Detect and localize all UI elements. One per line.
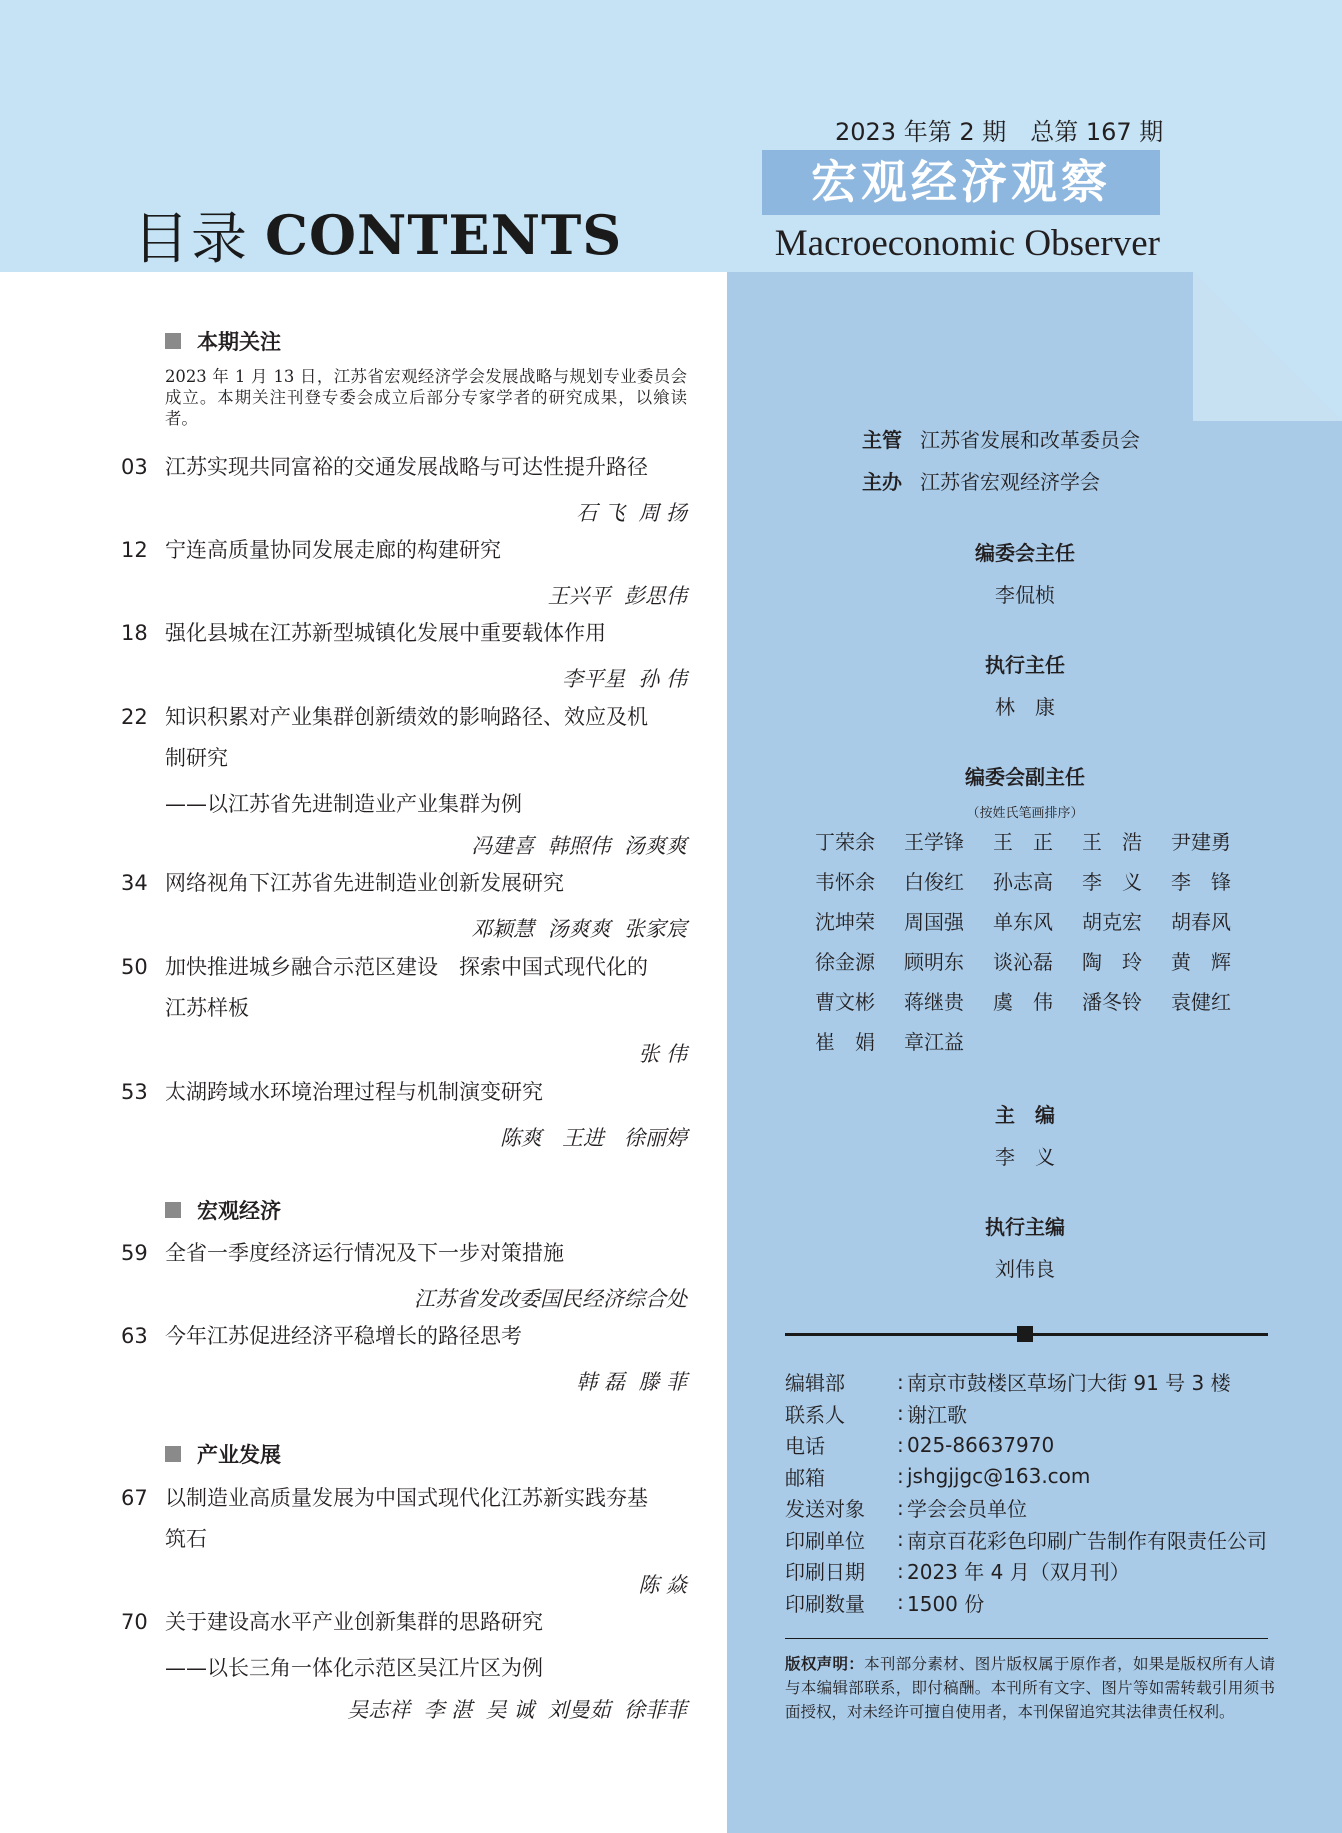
vice-director-name: 丁荣余 <box>815 830 875 854</box>
info-value: 南京市鼓楼区草场门大街 91 号 3 楼 <box>907 1371 1231 1396</box>
contents-title <box>133 200 622 270</box>
info-label: 印刷数量 <box>785 1591 865 1616</box>
sponsor-row <box>862 466 1100 495</box>
info-value: 025-86637970 <box>907 1432 1055 1457</box>
article-page: 03 <box>121 455 148 479</box>
contents-title-en: CONTENTS <box>265 203 623 267</box>
vice-director-name: 王学锋 <box>904 830 964 854</box>
info-row: 印刷日期 : 2023 年 4 月（双月刊） <box>785 1555 1305 1587</box>
section-heading <box>165 326 281 356</box>
article-title[interactable]: 全省一季度经济运行情况及下一步对策措施 <box>165 1241 564 1265</box>
article-title-continued[interactable]: 江苏样板 <box>165 996 249 1020</box>
info-label: 印刷单位 <box>785 1528 865 1553</box>
info-row: 邮箱 : jshgjjgc@163.com <box>785 1461 1305 1493</box>
vice-director-name: 曹文彬 <box>815 990 875 1014</box>
vice-director-name: 沈坤荣 <box>815 910 875 934</box>
article-title[interactable]: 以制造业高质量发展为中国式现代化江苏新实践夯基 <box>165 1486 648 1510</box>
article-authors: 韩 磊 滕 菲 <box>576 1370 687 1394</box>
article-page: 63 <box>121 1324 148 1348</box>
article-title-continued[interactable]: 制研究 <box>165 746 228 770</box>
article-title[interactable]: 强化县城在江苏新型城镇化发展中重要载体作用 <box>165 621 606 645</box>
vice-director-name: 王 浩 <box>1082 830 1142 854</box>
vice-director-name: 潘冬铃 <box>1082 990 1142 1014</box>
info-value: 2023 年 4 月（双月刊） <box>907 1560 1130 1585</box>
vice-directors-note: （按姓氏笔画排序） <box>966 806 1084 821</box>
vice-director-name: 李 义 <box>1082 870 1142 894</box>
vice-director-name: 胡春风 <box>1171 910 1231 934</box>
article-title[interactable]: 江苏实现共同富裕的交通发展战略与可达性提升路径 <box>165 455 648 479</box>
copyright-rule <box>785 1638 1268 1639</box>
info-row: 电话 : 025-86637970 <box>785 1429 1305 1461</box>
article-page: 53 <box>121 1080 148 1104</box>
article-page: 22 <box>121 705 148 729</box>
info-value: 1500 份 <box>907 1591 985 1616</box>
article-authors: 李平星 孙 伟 <box>561 667 687 691</box>
copyright-text: 本刊部分素材、图片版权属于原作者，如果是版权所有人请与本编辑部联系，即付稿酬。本刊所有文字、图片等如需转载引用须书面授权，对未经许可擅自使用者，本刊保留追究其法律责任权利。 <box>785 1655 1275 1721</box>
info-row: 编辑部 : 南京市鼓楼区草场门大街 91 号 3 楼 <box>785 1366 1305 1398</box>
vice-director-name: 周国强 <box>904 910 964 934</box>
vice-director-name: 顾明东 <box>904 950 964 974</box>
journal-title-en: Macroeconomic Observer <box>774 223 1160 264</box>
article-title[interactable]: 知识积累对产业集群创新绩效的影响路径、效应及机 <box>165 705 648 729</box>
vice-director-name: 胡克宏 <box>1082 910 1142 934</box>
vice-director-name: 陶 玲 <box>1082 950 1142 974</box>
article-title-continued[interactable]: 筑石 <box>165 1527 207 1551</box>
article-title[interactable]: 加快推进城乡融合示范区建设 探索中国式现代化的 <box>165 955 648 979</box>
exec-director-name: 林 康 <box>995 695 1055 719</box>
article-authors: 陈爽 王进 徐丽婷 <box>499 1126 687 1150</box>
info-value: 南京百花彩色印刷广告制作有限责任公司 <box>907 1528 1267 1553</box>
info-row: 联系人 : 谢江歌 <box>785 1398 1305 1430</box>
section-square-icon <box>165 333 181 349</box>
article-page: 34 <box>121 871 148 895</box>
supervisor-label: 主管 <box>862 428 902 452</box>
vice-directors-label: 编委会副主任 <box>965 765 1085 789</box>
article-page: 70 <box>121 1610 148 1634</box>
article-subtitle: ——以长三角一体化示范区吴江片区为例 <box>165 1656 543 1680</box>
article-title[interactable]: 关于建设高水平产业创新集群的思路研究 <box>165 1610 543 1634</box>
article-authors: 邓颖慧 汤爽爽 张家宸 <box>471 917 687 941</box>
vice-director-name: 蒋继贵 <box>904 990 964 1014</box>
article-authors: 王兴平 彭思伟 <box>547 584 687 608</box>
section-title: 产业发展 <box>197 1443 281 1467</box>
section-heading <box>165 1195 281 1225</box>
article-title[interactable]: 今年江苏促进经济平稳增长的路径思考 <box>165 1324 522 1348</box>
exec-director-label: 执行主任 <box>985 653 1065 677</box>
publication-info <box>785 1366 1305 1618</box>
vice-director-name: 王 正 <box>993 830 1053 854</box>
article-subtitle: ——以江苏省先进制造业产业集群为例 <box>165 792 522 816</box>
info-value: 谢江歌 <box>907 1402 967 1427</box>
info-label: 编辑部 <box>785 1371 845 1396</box>
section-heading <box>165 1439 281 1469</box>
chief-editor-label: 主 编 <box>995 1103 1055 1127</box>
section-square-icon <box>165 1446 181 1462</box>
info-label: 邮箱 <box>785 1465 825 1490</box>
article-authors: 陈 焱 <box>638 1573 687 1597</box>
vice-director-name: 袁健红 <box>1171 990 1231 1014</box>
article-title[interactable]: 网络视角下江苏省先进制造业创新发展研究 <box>165 871 564 895</box>
info-label: 印刷日期 <box>785 1560 865 1585</box>
copyright-notice <box>785 1652 1275 1724</box>
vice-director-name: 徐金源 <box>815 950 875 974</box>
info-label: 发送对象 <box>785 1497 865 1522</box>
article-authors: 石 飞 周 扬 <box>576 501 687 525</box>
info-row: 发送对象 : 学会会员单位 <box>785 1492 1305 1524</box>
vice-director-name: 白俊红 <box>904 870 964 894</box>
page-fold-corner <box>1193 272 1342 421</box>
issue-number: 2023 年第 2 期 总第 167 期 <box>835 118 1164 146</box>
exec-editor-label: 执行主编 <box>985 1215 1065 1239</box>
vice-director-name: 崔 娟 <box>815 1030 875 1054</box>
info-label: 联系人 <box>785 1402 845 1427</box>
vice-directors-list <box>815 822 1255 1062</box>
article-authors: 吴志祥 李 湛 吴 诚 刘曼茹 徐菲菲 <box>347 1698 687 1722</box>
vice-director-name: 韦怀余 <box>815 870 875 894</box>
article-authors: 江苏省发改委国民经济综合处 <box>414 1287 687 1311</box>
vice-director-name: 李 锋 <box>1171 870 1231 894</box>
board-director-label: 编委会主任 <box>975 541 1075 565</box>
vice-director-name: 虞 伟 <box>993 990 1053 1014</box>
vice-director-name: 孙志高 <box>993 870 1053 894</box>
copyright-label: 版权声明： <box>785 1655 865 1673</box>
journal-title-cn: 宏观经济观察 <box>762 150 1160 215</box>
info-value[interactable]: jshgjjgc@163.com <box>907 1464 1091 1489</box>
vice-director-name: 单东风 <box>993 910 1053 934</box>
info-label: 电话 <box>785 1434 825 1459</box>
article-authors: 冯建喜 韩照伟 汤爽爽 <box>471 834 687 858</box>
vice-director-name: 谈沁磊 <box>993 950 1053 974</box>
contents-title-cn: 目录 <box>133 207 249 272</box>
info-value: 学会会员单位 <box>907 1497 1027 1522</box>
vice-director-name: 黄 辉 <box>1171 950 1231 974</box>
article-title[interactable]: 太湖跨域水环境治理过程与机制演变研究 <box>165 1080 543 1104</box>
section-title: 本期关注 <box>197 330 281 354</box>
divider-square-icon <box>1017 1326 1033 1342</box>
info-row: 印刷数量 : 1500 份 <box>785 1587 1305 1619</box>
sponsor-value: 江苏省宏观经济学会 <box>920 470 1100 494</box>
chief-editor-name: 李 义 <box>995 1145 1055 1169</box>
section-square-icon <box>165 1202 181 1218</box>
exec-editor-name: 刘伟良 <box>995 1257 1055 1281</box>
section-intro: 2023 年 1 月 13 日，江苏省宏观经济学会发展战略与规划专业委员会成立。本期关注刊登专委会成立后部分专家学者的研究成果，以飨读者。 <box>165 367 687 428</box>
info-row: 印刷单位 : 南京百花彩色印刷广告制作有限责任公司 <box>785 1524 1305 1556</box>
section-title: 宏观经济 <box>197 1199 281 1223</box>
article-page: 50 <box>121 955 148 979</box>
vice-director-name: 章江益 <box>904 1030 964 1054</box>
article-title[interactable]: 宁连高质量协同发展走廊的构建研究 <box>165 538 501 562</box>
article-page: 18 <box>121 621 148 645</box>
article-authors: 张 伟 <box>638 1042 687 1066</box>
supervisor-value: 江苏省发展和改革委员会 <box>920 428 1140 452</box>
supervisor-row <box>862 424 1140 453</box>
article-page: 12 <box>121 538 148 562</box>
sponsor-label: 主办 <box>862 470 902 494</box>
article-page: 59 <box>121 1241 148 1265</box>
article-page: 67 <box>121 1486 148 1510</box>
vice-director-name: 尹建勇 <box>1171 830 1231 854</box>
board-director-name: 李侃桢 <box>995 583 1055 607</box>
